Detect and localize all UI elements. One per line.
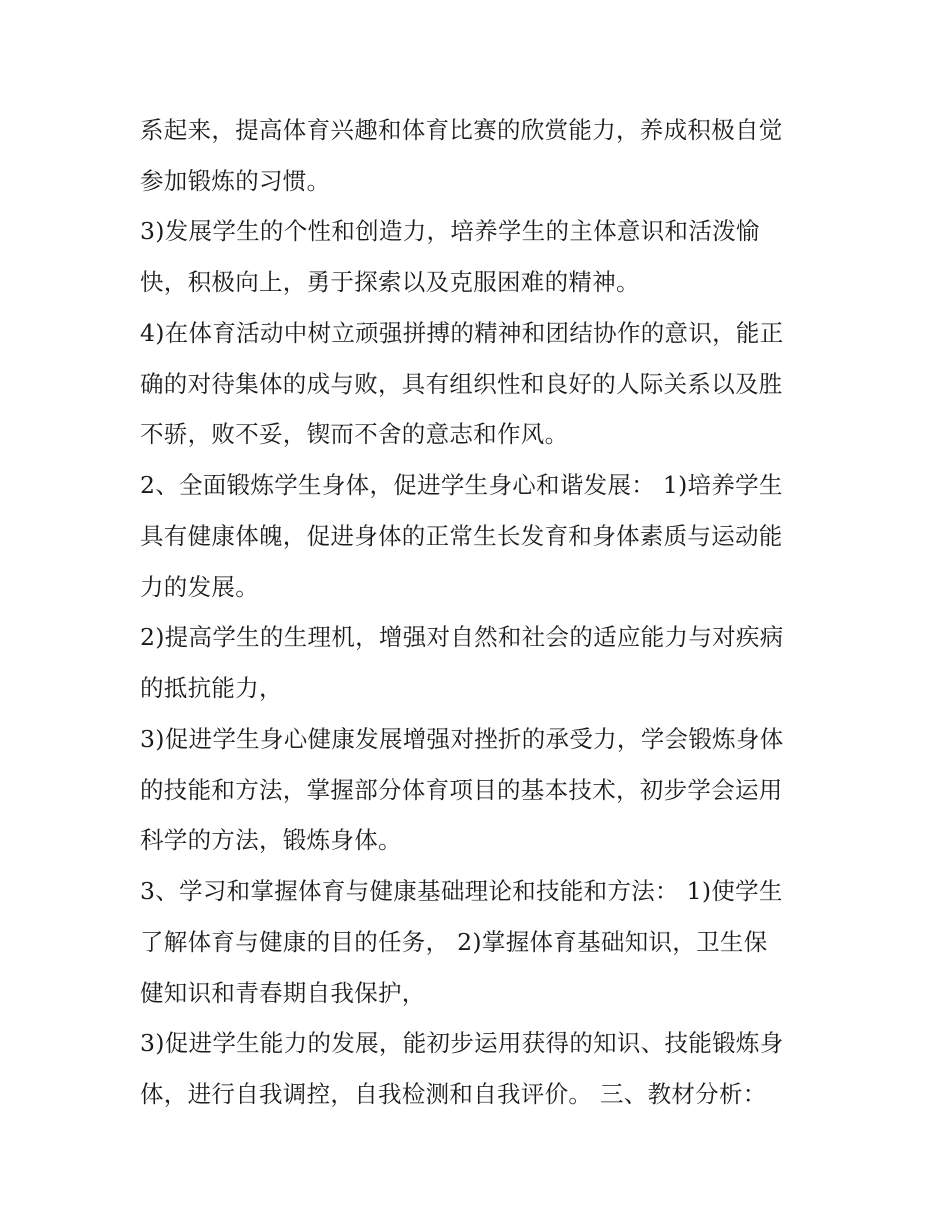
text-line: 3)促进学生身心健康发展增强对挫折的承受力，学会锻炼身体 bbox=[140, 725, 784, 753]
text-line: 了解体育与健康的目的任务， 2)掌握体育基础知识，卫生保 bbox=[140, 928, 768, 956]
text-line: 不骄，败不妥，锲而不舍的意志和作风。 bbox=[140, 420, 569, 448]
text-line: 2)提高学生的生理机，增强对自然和社会的适应能力与对疾病 bbox=[140, 623, 784, 651]
text-line: 的技能和方法，掌握部分体育项目的基本技术，初步学会运用 bbox=[140, 776, 783, 804]
text-line: 具有健康体魄，促进身体的正常生长发育和身体素质与运动能 bbox=[140, 522, 783, 550]
text-line: 3、学习和掌握体育与健康基础理论和技能和方法： 1)使学生 bbox=[140, 877, 783, 905]
text-line: 参加锻炼的习惯。 bbox=[140, 167, 331, 195]
text-line: 3)发展学生的个性和创造力，培养学生的主体意识和活泼愉 bbox=[140, 217, 760, 245]
text-line: 确的对待集体的成与败，具有组织性和良好的人际关系以及胜 bbox=[140, 370, 783, 398]
text-line: 2、全面锻炼学生身体，促进学生身心和谐发展： 1)培养学生 bbox=[140, 471, 783, 499]
text-line: 的抵抗能力， bbox=[140, 674, 283, 702]
text-line: 快，积极向上，勇于探索以及克服困难的精神。 bbox=[140, 268, 640, 296]
text-line: 健知识和青春期自我保护， bbox=[140, 979, 426, 1007]
text-line: 体，进行自我调控，自我检测和自我评价。 三、教材分析： bbox=[140, 1080, 767, 1108]
text-line: 系起来，提高体育兴趣和体育比赛的欣赏能力，养成积极自觉 bbox=[140, 116, 783, 144]
text-line: 科学的方法，锻炼身体。 bbox=[140, 826, 402, 854]
text-line: 力的发展。 bbox=[140, 573, 259, 601]
text-line: 4)在体育活动中树立顽强拼搏的精神和团结协作的意识，能正 bbox=[140, 319, 784, 347]
text-line: 3)促进学生能力的发展，能初步运用获得的知识、技能锻炼身 bbox=[140, 1029, 784, 1057]
